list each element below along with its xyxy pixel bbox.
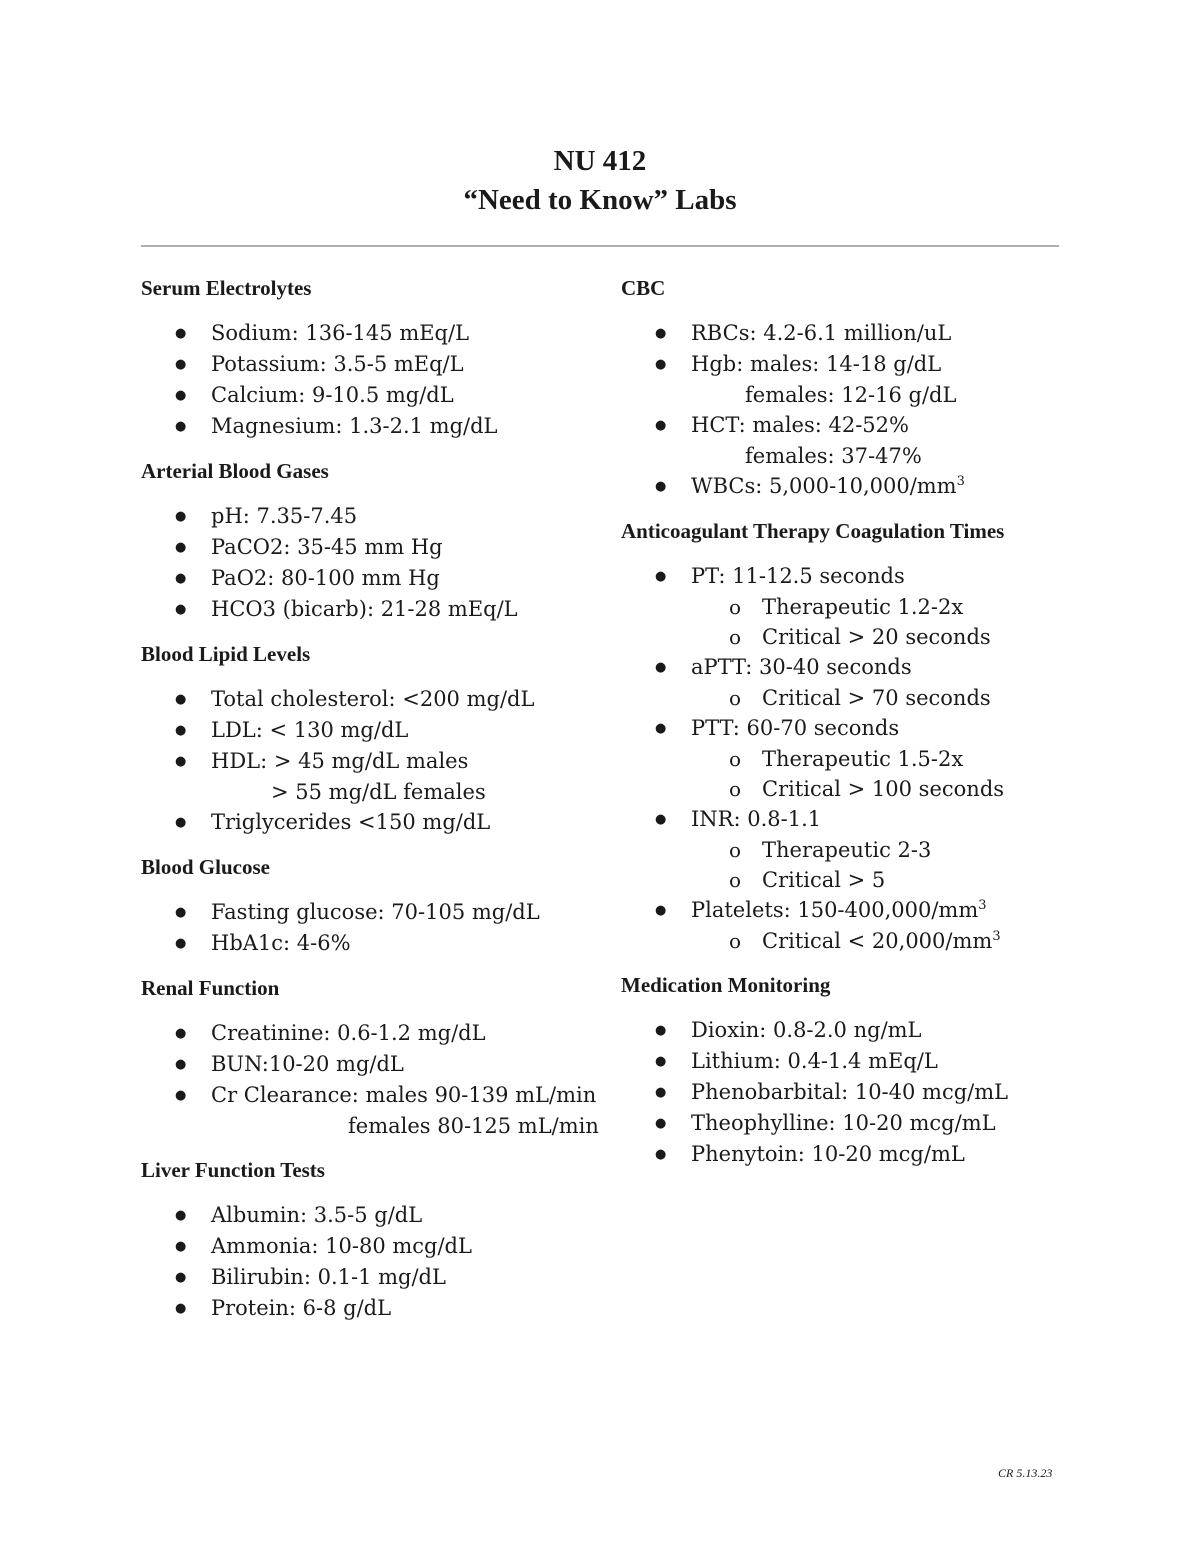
list-item: ● BUN:10-20 mg/dL (141, 1049, 601, 1080)
list-item: ● Protein: 6-8 g/dL (141, 1293, 601, 1324)
item-list (141, 684, 601, 838)
list-item: ● PaCO2: 35-45 mm Hg (141, 532, 601, 563)
item-list (141, 897, 601, 959)
superscript: 3 (956, 474, 965, 489)
list-item (621, 804, 1071, 895)
item-text: Platelets: 150-400,000/mm (691, 898, 979, 922)
list-item: ● pH: 7.35-7.45 (141, 501, 601, 532)
section-blood-lipid-levels (141, 639, 601, 838)
sub-list-item: o Critical > 100 seconds (691, 774, 1071, 804)
list-item: ● Theophylline: 10-20 mcg/mL (621, 1108, 1071, 1139)
section-title: Anticoagulant Therapy Coagulation Times (621, 519, 1005, 543)
item-text: Critical < 20,000/mm (762, 929, 993, 953)
list-item: ● Potassium: 3.5-5 mEq/L (141, 349, 601, 380)
sub-list-item: o Critical > 70 seconds (691, 683, 1071, 713)
course-code: NU 412 (553, 145, 647, 177)
section-liver-function-tests (141, 1155, 601, 1324)
list-item: ● Bilirubin: 0.1-1 mg/dL (141, 1262, 601, 1293)
list-item (621, 410, 1071, 471)
list-item (621, 713, 1071, 804)
section-title: CBC (621, 276, 666, 300)
superscript: 3 (992, 929, 1001, 944)
list-item: ● Creatinine: 0.6-1.2 mg/dL (141, 1018, 601, 1049)
section-title: Blood Lipid Levels (141, 642, 311, 666)
section-serum-electrolytes (141, 273, 601, 442)
sub-list (691, 835, 1071, 895)
document-title: “Need to Know” Labs (463, 184, 737, 216)
item-list (621, 1015, 1071, 1170)
right-column (621, 273, 1071, 1184)
item-text: WBCs: 5,000-10,000/mm (691, 474, 957, 498)
item-list (141, 1018, 601, 1141)
section-renal-function (141, 973, 601, 1141)
section-anticoagulant-coagulation-times (621, 516, 1071, 956)
sub-list (691, 592, 1071, 652)
list-item: ● Total cholesterol: <200 mg/dL (141, 684, 601, 715)
horizontal-divider (141, 245, 1059, 247)
list-item: ● Lithium: 0.4-1.4 mEq/L (621, 1046, 1071, 1077)
list-item (621, 652, 1071, 713)
list-item (621, 471, 1071, 502)
item-list (141, 1200, 601, 1324)
section-title: Liver Function Tests (141, 1158, 325, 1182)
sub-list-item: o Critical > 20 seconds (691, 622, 1071, 652)
item-text: PTT: 60-70 seconds (691, 716, 900, 740)
item-continuation: females 80-125 mL/min (348, 1114, 599, 1138)
item-list (141, 501, 601, 625)
list-item: ● Dioxin: 0.8-2.0 ng/mL (621, 1015, 1071, 1046)
list-item: ● LDL: < 130 mg/dL (141, 715, 601, 746)
list-item: ● Fasting glucose: 70-105 mg/dL (141, 897, 601, 928)
list-item: ● Calcium: 9-10.5 mg/dL (141, 380, 601, 411)
section-title: Arterial Blood Gases (141, 459, 329, 483)
sub-list (691, 683, 1071, 713)
page-title (0, 142, 1200, 220)
list-item (621, 349, 1071, 410)
item-text: PT: 11-12.5 seconds (691, 564, 905, 588)
list-item: ● HCO3 (bicarb): 21-28 mEq/L (141, 594, 601, 625)
section-cbc (621, 273, 1071, 502)
list-item: ● Phenytoin: 10-20 mcg/mL (621, 1139, 1071, 1170)
section-title: Medication Monitoring (621, 973, 831, 997)
item-continuation: > 55 mg/dL females (271, 780, 486, 804)
item-text: Cr Clearance: males 90-139 mL/min (211, 1083, 597, 1107)
section-blood-glucose (141, 852, 601, 959)
item-text: aPTT: 30-40 seconds (691, 655, 912, 679)
item-continuation: females: 12-16 g/dL (745, 383, 957, 407)
list-item: ● HbA1c: 4-6% (141, 928, 601, 959)
list-item: ● Sodium: 136-145 mEq/L (141, 318, 601, 349)
section-title: Blood Glucose (141, 855, 270, 879)
item-text: INR: 0.8-1.1 (691, 807, 822, 831)
section-title: Renal Function (141, 976, 280, 1000)
list-item: ● Magnesium: 1.3-2.1 mg/dL (141, 411, 601, 442)
sub-list-item: o Critical > 5 (691, 865, 1071, 895)
item-list (141, 318, 601, 442)
sub-list-item (691, 926, 1071, 956)
list-item (141, 746, 601, 807)
item-text: Hgb: males: 14-18 g/dL (691, 352, 942, 376)
list-item: ● Ammonia: 10-80 mcg/dL (141, 1231, 601, 1262)
superscript: 3 (978, 898, 987, 913)
list-item (141, 1080, 601, 1141)
sub-list (691, 926, 1071, 956)
item-list (621, 318, 1071, 502)
footer-version: CR 5.13.23 (998, 1466, 1053, 1480)
list-item: ● RBCs: 4.2-6.1 million/uL (621, 318, 1071, 349)
section-medication-monitoring (621, 970, 1071, 1170)
section-arterial-blood-gases (141, 456, 601, 625)
sub-list (691, 744, 1071, 804)
list-item: ● Phenobarbital: 10-40 mcg/mL (621, 1077, 1071, 1108)
list-item: ● Triglycerides <150 mg/dL (141, 807, 601, 838)
sub-list-item: o Therapeutic 2-3 (691, 835, 1071, 865)
list-item: ● PaO2: 80-100 mm Hg (141, 563, 601, 594)
item-continuation: females: 37-47% (745, 444, 922, 468)
sub-list-item: o Therapeutic 1.5-2x (691, 744, 1071, 774)
section-title: Serum Electrolytes (141, 276, 312, 300)
item-list (621, 561, 1071, 956)
list-item: ● Albumin: 3.5-5 g/dL (141, 1200, 601, 1231)
list-item (621, 561, 1071, 652)
item-text: HCT: males: 42-52% (691, 413, 909, 437)
sub-list-item: o Therapeutic 1.2-2x (691, 592, 1071, 622)
left-column (141, 273, 601, 1338)
item-text: HDL: > 45 mg/dL males (211, 749, 469, 773)
list-item (621, 895, 1071, 956)
